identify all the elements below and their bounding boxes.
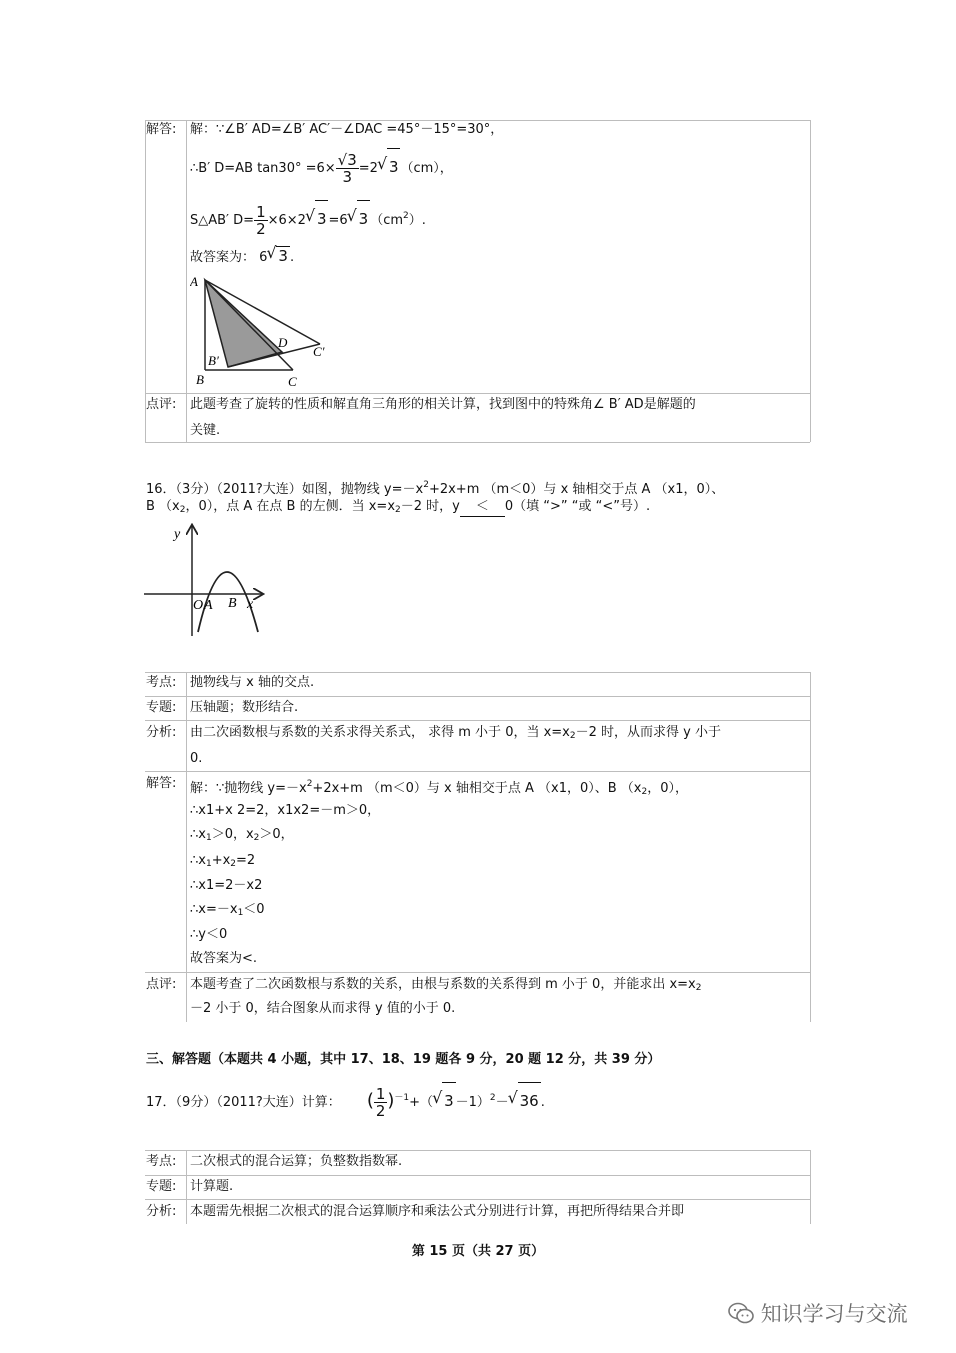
label-C: C [288,374,297,389]
label-B: B [228,596,237,611]
label-y: y [174,527,181,542]
q16-jd-line-8: 故答案为<. [190,951,258,966]
q16-fx-line-1: 由二次函数根与系数的关系求得关系式， 求得 m 小于 0，当 $x=x_2-2$ 时，从而求得 y 小于 [190,725,721,741]
q16-sep-3 [145,771,810,772]
label-x: x [247,597,254,612]
q16-zt-label: 专题: [146,700,177,715]
q16-dp-label: 点评: [146,977,177,992]
q16-dp-line-1: 本题考查了二次函数根与系数的关系，由根与系数的关系得到 m 小于 0，并能求出 $x=x_2$ [190,977,702,993]
q16-kd: 抛物线与 x 轴的交点. [190,675,315,690]
q16-jd-line-4: $\therefore x_1+x_2=2$ [190,853,256,869]
wechat-icon [728,1302,754,1324]
q17-fx-label: 分析: [146,1204,177,1219]
watermark [728,1298,908,1328]
q17-zt: 计算题. [190,1179,234,1194]
parabola-figure [144,522,268,638]
q16-fx-line-2: 0. [190,751,203,766]
q16-jd-line-6: $\therefore x=-x_1<0$ [190,902,265,918]
q16-dp-line-2: －2 小于 0，结合图象从而求得 y 值的小于 0. [190,1001,456,1016]
q15-answer-line-1: 解：∵∠B′ AD=∠B′ AC′－∠DAC =45°－15°=30°， [190,122,504,137]
q17-zt-label: 专题: [146,1179,177,1194]
q15-box-right [810,120,811,442]
q16-jd-line-5: ∴x1=2－x2 [190,878,263,893]
q16-jd-label: 解答: [146,776,177,791]
label-B: B [196,372,204,387]
label-B-prime: B′ [208,353,219,368]
q17-kd-label: 考点: [146,1154,177,1169]
q17-kd: 二次根式的混合运算；负整数指数幂. [190,1154,403,1169]
label-A: A [190,274,198,289]
q16-jd-line-7: ∴y＜0 [190,927,228,942]
q16-fx-label: 分析: [146,725,177,740]
q16-sep-1 [145,696,810,697]
q16-stem-line-2: B （$x_2$，0），点 A 在点 B 的左侧．当 $x=x_2-2$ 时，y ＜ 0（填 “>” “或 “<”号）. [146,499,651,515]
q16-answer-blank: ＜ [460,498,505,517]
q16-kd-label: 考点: [146,675,177,690]
label-D: D [278,335,288,350]
q16-box-right [810,672,811,1022]
q17-stem: 17．（9分）（2011?大连）计算： ( $\frac{1}{2}$ )$^{-1}$+（√ 3 －1）$^2$－√ 36 . [146,1080,545,1121]
section-3-title: 三、解答题（本题共 4 小题，其中 17、18、19 题各 9 分，20 题 12 分，共 39 分） [146,1052,661,1067]
q15-answer-line-4: 故答案为： 6√ 3 . [190,246,294,267]
rotation-triangle-figure [190,272,340,394]
q17-fx: 本题需先根据二次根式的混合运算顺序和乘法公式分别进行计算，再把所得结果合并即 [190,1204,685,1219]
q15-answer-label: 解答: [146,122,177,137]
page-footer: 第 15 页（共 27 页） [411,1244,545,1259]
q17-box-top [145,1150,810,1151]
watermark-text: 知识学习与交流 [760,1302,908,1326]
q16-sep-4 [145,972,810,973]
q16-zt: 压轴题；数形结合. [190,700,299,715]
label-C-prime: C′ [313,344,325,359]
q17-sep-1 [145,1175,810,1176]
q16-sep-2 [145,720,810,721]
q15-review-label: 点评: [146,397,177,412]
q15-review-line-2: 关键. [190,423,221,438]
q15-box-bottom [145,442,810,443]
q16-jd-line-1: 解：∵抛物线 $y=-x^2+2x+m$ （m＜0）与 x 轴相交于点 A （x1，0）、B （$x_2$，0）， [190,779,689,797]
q17-box-right [810,1150,811,1224]
label-O: O [193,598,204,613]
label-A: A [204,598,213,613]
q17-sep-2 [145,1199,810,1200]
q16-box-top [145,672,810,673]
q16-stem-line-1: 16．（3分）（2011?大连）如图，抛物线 $y=-x^2+2x+m$ （m＜0）与 x 轴相交于点 A （x1，0）、 [146,480,725,497]
q15-answer-line-2: ∴B′ D=AB tan30° =6× $\frac{√3}{3}$ =2√ 3 （cm）， [190,148,453,187]
q16-jd-line-2: ∴x1+x 2=2，x1x2=－m＞0， [190,803,381,818]
q17-box-divider [186,1150,187,1224]
q15-review-line-1: 此题考查了旋转的性质和解直角三角形的相关计算，找到图中的特殊角∠ B′ AD是解题的 [190,397,696,412]
q16-box-divider [186,672,187,1022]
q16-jd-line-3: $\therefore x_1>0$，$x_2>0$， [190,827,294,843]
q15-answer-line-3: S△AB′ D= $\frac{1}{2}$ ×6×2√ 3 =6√ 3 $(cm^2)$. [190,198,426,239]
